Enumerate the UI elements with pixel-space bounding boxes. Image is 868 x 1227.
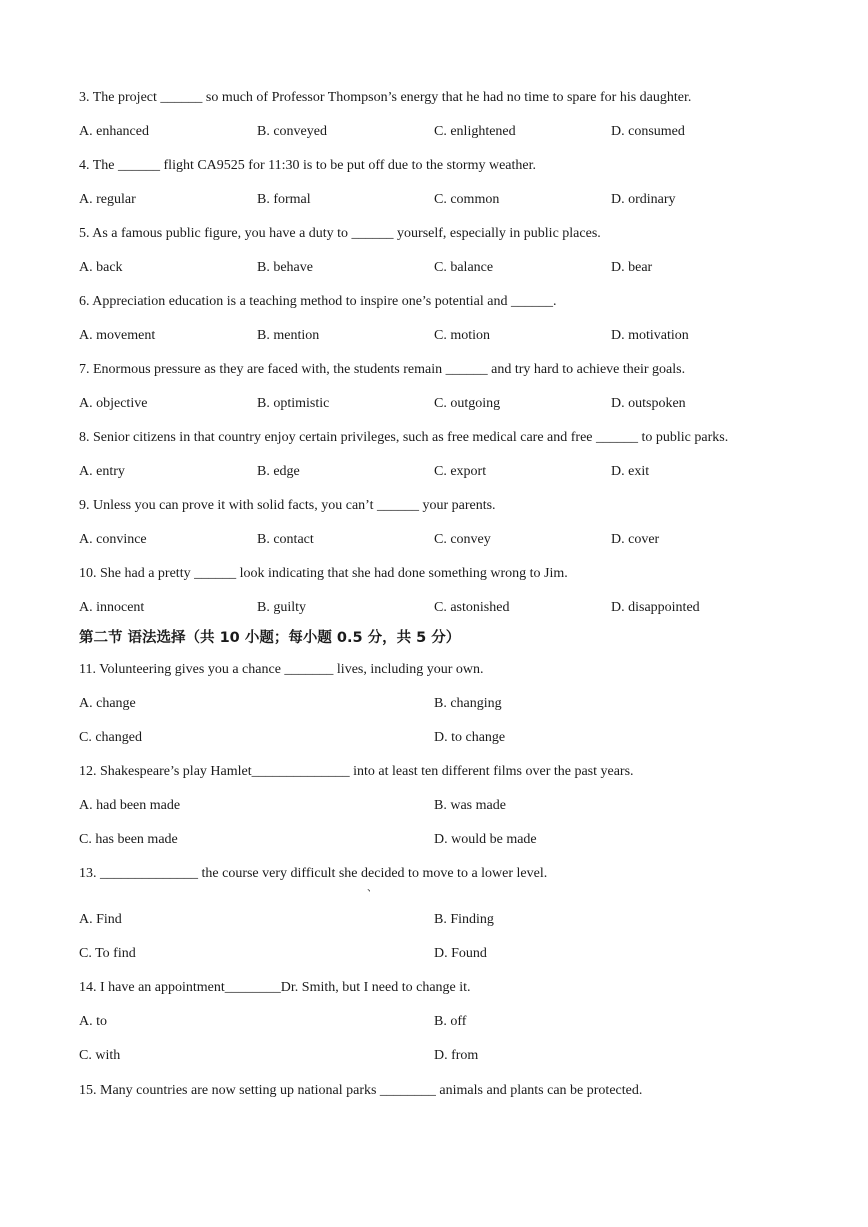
option-row <box>79 327 799 345</box>
option-row <box>79 797 799 815</box>
option-row <box>79 395 799 413</box>
option-d[interactable]: D. motivation <box>611 328 689 343</box>
stray-punctuation-mark: 、 <box>367 883 377 894</box>
question-stem: 12. Shakespeare’s play Hamlet______________ into at least ten different films over the past years. <box>79 764 634 779</box>
option-d[interactable]: D. to change <box>434 730 506 745</box>
section-title: 第二节 语法选择（共 10 小题；每小题 0.5 分，共 5 分） <box>79 630 461 646</box>
option-c[interactable]: C. enlightened <box>434 124 516 139</box>
option-c[interactable]: C. export <box>434 464 487 479</box>
option-a[interactable]: A. back <box>79 260 123 275</box>
option-row <box>79 599 799 617</box>
option-d[interactable]: D. outspoken <box>611 396 686 411</box>
question-stem: 15. Many countries are now setting up national parks ________ animals and plants can be protected. <box>79 1083 643 1098</box>
option-c[interactable]: C. astonished <box>434 600 510 615</box>
option-b[interactable]: B. guilty <box>257 600 307 615</box>
option-c[interactable]: C. changed <box>79 730 142 745</box>
option-b[interactable]: B. optimistic <box>257 396 330 411</box>
option-d[interactable]: D. would be made <box>434 832 537 847</box>
option-d[interactable]: D. exit <box>611 464 650 479</box>
option-row <box>79 729 799 747</box>
option-c[interactable]: C. balance <box>434 260 494 275</box>
option-a[interactable]: A. Find <box>79 912 122 927</box>
option-c[interactable]: C. outgoing <box>434 396 501 411</box>
option-c[interactable]: C. with <box>79 1048 121 1063</box>
option-b[interactable]: B. formal <box>257 192 311 207</box>
option-c[interactable]: C. convey <box>434 532 491 547</box>
question-stem: 5. As a famous public figure, you have a duty to ______ yourself, especially in public places. <box>79 226 601 241</box>
option-c[interactable]: C. common <box>434 192 500 207</box>
option-a[interactable]: A. objective <box>79 396 148 411</box>
question-stem: 4. The ______ flight CA9525 for 11:30 is to be put off due to the stormy weather. <box>79 158 537 173</box>
option-row <box>79 945 799 963</box>
option-b[interactable]: B. behave <box>257 260 313 275</box>
question-stem: 6. Appreciation education is a teaching method to inspire one’s potential and ______. <box>79 294 557 309</box>
option-row <box>79 191 799 209</box>
option-row <box>79 911 799 929</box>
question-stem: 3. The project ______ so much of Professor Thompson’s energy that he had no time to spare for his daughter. <box>79 90 692 105</box>
option-row <box>79 259 799 277</box>
option-a[interactable]: A. change <box>79 696 136 711</box>
option-d[interactable]: D. from <box>434 1048 479 1063</box>
option-b[interactable]: B. changing <box>434 696 502 711</box>
option-b[interactable]: B. edge <box>257 464 300 479</box>
option-row <box>79 463 799 481</box>
option-b[interactable]: B. conveyed <box>257 124 327 139</box>
option-b[interactable]: B. off <box>434 1014 467 1029</box>
option-c[interactable]: C. motion <box>434 328 491 343</box>
option-b[interactable]: B. mention <box>257 328 320 343</box>
option-d[interactable]: D. ordinary <box>611 192 676 207</box>
option-a[interactable]: A. had been made <box>79 798 181 813</box>
option-b[interactable]: B. contact <box>257 532 314 547</box>
option-row <box>79 1047 799 1065</box>
option-b[interactable]: B. was made <box>434 798 506 813</box>
option-row <box>79 531 799 549</box>
question-stem: 11. Volunteering gives you a chance _______ lives, including your own. <box>79 662 484 677</box>
option-d[interactable]: D. Found <box>434 946 487 961</box>
option-b[interactable]: B. Finding <box>434 912 494 927</box>
option-a[interactable]: A. innocent <box>79 600 145 615</box>
option-d[interactable]: D. bear <box>611 260 653 275</box>
option-a[interactable]: A. entry <box>79 464 125 479</box>
option-row <box>79 123 799 141</box>
question-stem: 7. Enormous pressure as they are faced with, the students remain ______ and try hard to achieve their goals. <box>79 362 686 377</box>
option-a[interactable]: A. to <box>79 1014 107 1029</box>
option-d[interactable]: D. disappointed <box>611 600 700 615</box>
option-a[interactable]: A. movement <box>79 328 156 343</box>
question-stem: 14. I have an appointment________Dr. Smith, but I need to change it. <box>79 980 471 995</box>
option-c[interactable]: C. has been made <box>79 832 178 847</box>
question-stem: 10. She had a pretty ______ look indicating that she had done something wrong to Jim. <box>79 566 568 581</box>
option-c[interactable]: C. To find <box>79 946 136 961</box>
option-a[interactable]: A. enhanced <box>79 124 149 139</box>
option-a[interactable]: A. convince <box>79 532 147 547</box>
option-row <box>79 1013 799 1031</box>
question-stem: 8. Senior citizens in that country enjoy certain privileges, such as free medical care and free ______ to public parks. <box>79 430 729 445</box>
question-stem: 13. ______________ the course very difficult she decided to move to a lower level. <box>79 866 548 881</box>
option-d[interactable]: D. cover <box>611 532 660 547</box>
option-row <box>79 831 799 849</box>
option-d[interactable]: D. consumed <box>611 124 685 139</box>
question-stem: 9. Unless you can prove it with solid facts, you can’t ______ your parents. <box>79 498 496 513</box>
option-row <box>79 695 799 713</box>
option-a[interactable]: A. regular <box>79 192 136 207</box>
